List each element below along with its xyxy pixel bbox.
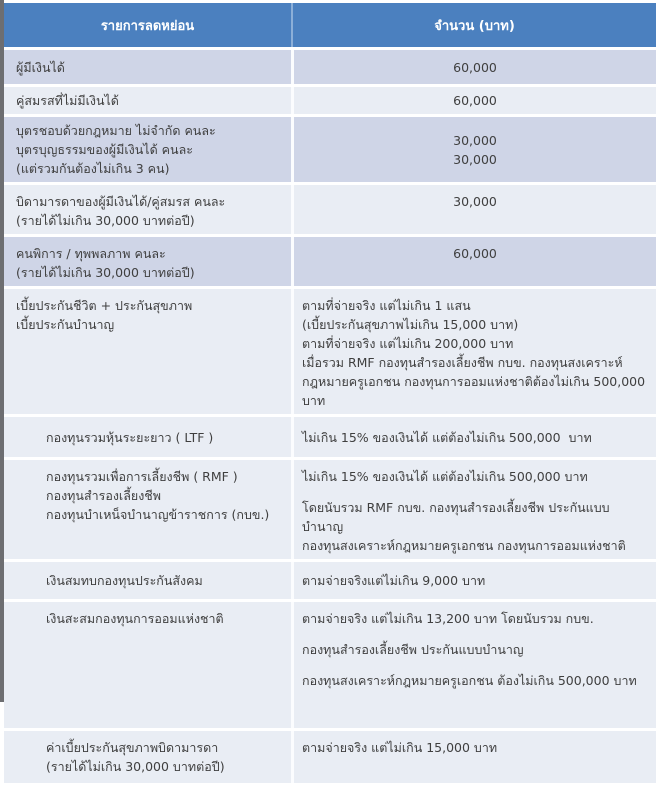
row-amount-line: กองทุนสงเคราะห์กฎหมายครูเอกชน กองทุนการออมแห่งชาติ	[302, 538, 626, 553]
row-amount-line: 60,000	[453, 93, 497, 108]
row-amount-line: 60,000	[453, 59, 497, 75]
table-row	[4, 50, 656, 84]
row-amount-cell	[291, 185, 656, 234]
row-amount-cell	[291, 562, 656, 599]
row-amount-line: ตามจ่ายจริง แต่ไม่เกิน 13,200 บาท โดยนับรวม กบข.	[302, 611, 594, 626]
row-label-line: (รายได้ไม่เกิน 30,000 บาทต่อปี)	[46, 759, 225, 774]
row-label-cell	[4, 185, 291, 234]
row-amount-line: 30,000	[453, 132, 497, 148]
row-label-cell	[4, 87, 291, 114]
row-label-line: บุตรชอบด้วยกฎหมาย ไม่จำกัด คนละ	[16, 123, 216, 138]
row-amount-line: ตามจ่ายจริง แต่ไม่เกิน 15,000 บาท	[302, 740, 498, 755]
row-amount-line: ตามที่จ่ายจริง แต่ไม่เกิน 200,000 บาท	[302, 336, 514, 351]
blank-line	[302, 486, 648, 498]
table-body	[4, 50, 656, 783]
row-amount-line: ตามที่จ่ายจริง แต่ไม่เกิน 1 แสน	[302, 298, 471, 313]
row-amount-line: กองทุนสงเคราะห์กฎหมายครูเอกชน ต้องไม่เกิน 500,000 บาท	[302, 673, 637, 688]
table-row	[4, 87, 656, 114]
row-label-cell	[4, 237, 291, 286]
row-amount-line: ไม่เกิน 15% ของเงินได้ แต่ต้องไม่เกิน 500,000 บาท	[302, 429, 592, 445]
row-amount-line: 30,000	[453, 151, 497, 167]
row-label-line: (แต่รวมกันต้องไม่เกิน 3 คน)	[16, 161, 170, 176]
row-amount-line: โดยนับรวม RMF กบข. กองทุนสำรองเลี้ยงชีพ ประกันแบบบำนาญ	[302, 500, 610, 534]
header-deduction-item-column: รายการลดหย่อน	[100, 18, 195, 34]
row-label-cell	[4, 562, 291, 599]
row-amount-cell	[291, 731, 656, 783]
table-row	[4, 237, 656, 286]
row-amount-line: 60,000	[453, 246, 497, 261]
row-label-line: เงินสมทบกองทุนประกันสังคม	[46, 573, 203, 588]
row-label-cell	[4, 460, 291, 559]
row-label-line: กองทุนบำเหน็จบำนาญข้าราชการ (กบข.)	[46, 507, 270, 522]
row-label-cell	[4, 117, 291, 182]
header-amount-baht-column: จำนวน (บาท)	[291, 3, 656, 47]
row-label-line: กองทุนรวมเพื่อการเลี้ยงชีพ ( RMF )	[46, 469, 238, 484]
row-amount-cell	[291, 289, 656, 414]
row-label-cell	[4, 731, 291, 783]
row-amount-cell	[291, 117, 656, 182]
row-amount-line: ตามจ่ายจริงแต่ไม่เกิน 9,000 บาท	[302, 573, 486, 588]
row-amount-line: ไม่เกิน 15% ของเงินได้ แต่ต้องไม่เกิน 500,000 บาท	[302, 469, 588, 484]
table-row	[4, 460, 656, 559]
deduction-table	[4, 0, 656, 786]
row-label-line: (รายได้ไม่เกิน 30,000 บาทต่อปี)	[16, 213, 195, 228]
row-label-line: (รายได้ไม่เกิน 30,000 บาทต่อปี)	[16, 265, 195, 280]
table-row	[4, 185, 656, 234]
table-header-row	[4, 3, 656, 47]
row-amount-cell	[291, 602, 656, 728]
row-label-cell	[4, 602, 291, 728]
table-row	[4, 731, 656, 783]
row-label-line: กองทุนสำรองเลี้ยงชีพ	[46, 488, 162, 503]
row-label-line: บิดามารดาของผู้มีเงินได้/คู่สมรส คนละ	[16, 194, 226, 209]
row-label-line: เบี้ยประกันบำนาญ	[16, 317, 115, 332]
row-label-cell	[4, 289, 291, 414]
row-amount-line: เมื่อรวม RMF กองทุนสำรองเลี้ยงชีพ กบข. กองทุนสงเคราะห์	[302, 355, 623, 370]
row-amount-line: 30,000	[453, 194, 497, 209]
left-edge-border	[0, 0, 4, 702]
row-label-line: กองทุนรวมหุ้นระยะยาว ( LTF )	[46, 429, 214, 445]
row-label-line: ค่าเบี้ยประกันสุขภาพบิดามารดา	[46, 740, 219, 755]
row-label-line: คนพิการ / ทุพพลภาพ คนละ	[16, 246, 166, 261]
blank-line	[302, 628, 648, 640]
row-amount-cell	[291, 460, 656, 559]
blank-line	[302, 659, 648, 671]
row-label-line: เงินสะสมกองทุนการออมแห่งชาติ	[46, 611, 224, 626]
row-label-line: บุตรบุญธรรมของผู้มีเงินได้ คนละ	[16, 142, 193, 157]
row-amount-cell	[291, 417, 656, 457]
row-amount-cell	[291, 50, 656, 84]
row-amount-line: กฎหมายครูเอกชน กองทุนการออมแห่งชาติต้องไม่เกิน 500,000 บาท	[302, 374, 650, 408]
row-amount-cell	[291, 237, 656, 286]
row-amount-line: กองทุนสำรองเลี้ยงชีพ ประกันแบบบำนาญ	[302, 642, 524, 657]
row-amount-line: (เบี้ยประกันสุขภาพไม่เกิน 15,000 บาท)	[302, 317, 519, 332]
table-row	[4, 417, 656, 457]
table-row	[4, 602, 656, 728]
row-label-line: เบี้ยประกันชีวิต + ประกันสุขภาพ	[16, 298, 193, 313]
row-label-cell	[4, 50, 291, 84]
row-label-line: ผู้มีเงินได้	[16, 59, 65, 75]
table-row	[4, 562, 656, 599]
table-row	[4, 289, 656, 414]
table-row	[4, 117, 656, 182]
row-label-line: คู่สมรสที่ไม่มีเงินได้	[16, 93, 119, 108]
row-label-cell	[4, 417, 291, 457]
row-amount-cell	[291, 87, 656, 114]
